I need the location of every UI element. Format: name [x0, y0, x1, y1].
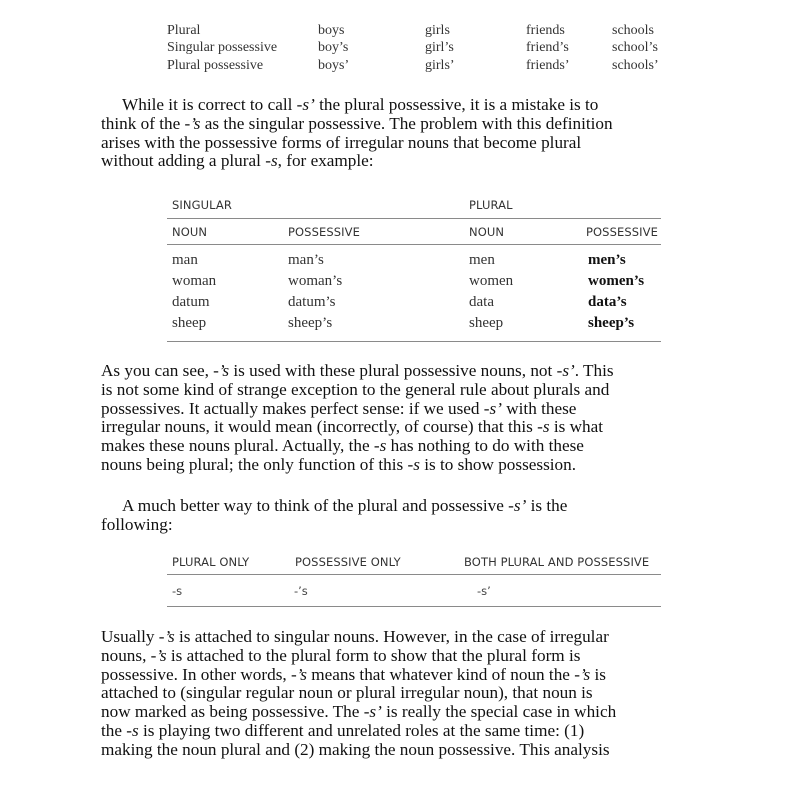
table-cell: women — [469, 273, 514, 289]
paragraph-3 — [101, 497, 661, 535]
forms-cell: girl’s — [425, 40, 454, 55]
column-header: POSSESSIVE — [586, 225, 658, 239]
text-line: irregular nouns, it would mean (incorrectly, of course) that this -s is what — [101, 417, 603, 437]
table-cell: woman — [172, 273, 217, 289]
forms-cell: boy’s — [318, 40, 349, 55]
table-cell: man — [172, 252, 198, 268]
column-header: NOUN — [172, 225, 208, 239]
forms-row-label: Singular possessive — [167, 40, 278, 55]
group-header-plural: PLURAL — [469, 198, 513, 212]
table-rule — [167, 244, 661, 245]
text-line: nouns being plural; the only function of this -s is to show possession. — [101, 454, 577, 474]
text-line: As you can see, -’s is used with these plural possessive nouns, not -s’. This — [101, 361, 614, 380]
text-line: arises with the possessive forms of irregular nouns that become plural — [101, 132, 582, 152]
group-header-singular: SINGULAR — [172, 198, 232, 212]
text-line: making the noun plural and (2) making the noun possessive. This analysis — [101, 739, 610, 759]
table-cell: man’s — [288, 252, 324, 268]
forms-cell: girls’ — [425, 58, 455, 73]
paragraph-4 — [101, 628, 661, 760]
table-cell: sheep — [469, 315, 504, 331]
text-line: now marked as being possessive. The -s’ is really the special case in which — [101, 702, 617, 722]
table-cell-bold: men’s — [588, 252, 626, 268]
table-rule — [167, 218, 661, 219]
forms-row-label: Plural possessive — [167, 58, 264, 73]
table-cell-bold: women’s — [588, 273, 645, 289]
forms-cell: schools — [612, 23, 654, 38]
table-cell-bold: sheep’s — [588, 315, 635, 331]
column-header: PLURAL ONLY — [172, 555, 250, 569]
column-header: POSSESSIVE — [288, 225, 360, 239]
paragraph-2 — [101, 362, 661, 475]
column-header: POSSESSIVE ONLY — [295, 555, 401, 569]
table-cell: datum’s — [288, 294, 336, 310]
table-cell: men — [469, 252, 495, 268]
table-rule — [167, 341, 661, 342]
table-cell: data — [469, 294, 494, 310]
text-line: think of the -’s as the singular possessive. The problem with this definition — [101, 113, 613, 133]
table-rule — [167, 574, 661, 575]
forms-row-label: Plural — [167, 23, 201, 38]
text-line: Usually -’s is attached to singular nouns. However, in the case of irregular — [101, 627, 609, 646]
forms-cell: boys’ — [318, 58, 350, 73]
table-cell: woman’s — [288, 273, 343, 289]
text-line: is not some kind of strange exception to the general rule about plurals and — [101, 379, 610, 399]
text-line: possessives. It actually makes perfect sense: if we used -s’ with these — [101, 398, 577, 418]
text-line: following: — [101, 514, 173, 534]
table-cell: sheep’s — [288, 315, 333, 331]
column-header: BOTH PLURAL AND POSSESSIVE — [464, 555, 650, 569]
forms-cell: schools’ — [612, 58, 659, 73]
table-cell-bold: data’s — [588, 294, 627, 310]
forms-cell: friends — [526, 23, 565, 38]
forms-cell: school’s — [612, 40, 658, 55]
text-line: attached to (singular regular noun or plural irregular noun), that noun is — [101, 683, 593, 703]
text-line: nouns, -’s is attached to the plural form to show that the plural form is — [101, 645, 581, 665]
text-line: While it is correct to call -s’ the plural possessive, it is a mistake is to — [122, 95, 599, 114]
forms-cell: girls — [425, 23, 450, 38]
text-line: makes these nouns plural. Actually, the -s has nothing to do with these — [101, 436, 584, 456]
text-line: A much better way to think of the plural and possessive -s’ is the — [122, 496, 568, 515]
column-header: NOUN — [469, 225, 505, 239]
table-cell: -s — [172, 584, 183, 598]
table-cell: -’s — [294, 584, 308, 598]
forms-cell: friends’ — [526, 58, 570, 73]
table-cell: datum — [172, 294, 210, 310]
forms-cell: friend’s — [526, 40, 569, 55]
text-line: possessive. In other words, -’s means that whatever kind of noun the -’s is — [101, 664, 606, 684]
table-rule — [167, 606, 661, 607]
paragraph-1 — [101, 96, 661, 171]
text-line: the -s is playing two different and unrelated roles at the same time: (1) — [101, 720, 585, 740]
text-line: without adding a plural -s, for example: — [101, 151, 374, 171]
table-cell: sheep — [172, 315, 207, 331]
table-cell: -s’ — [477, 584, 491, 598]
forms-cell: boys — [318, 23, 345, 38]
